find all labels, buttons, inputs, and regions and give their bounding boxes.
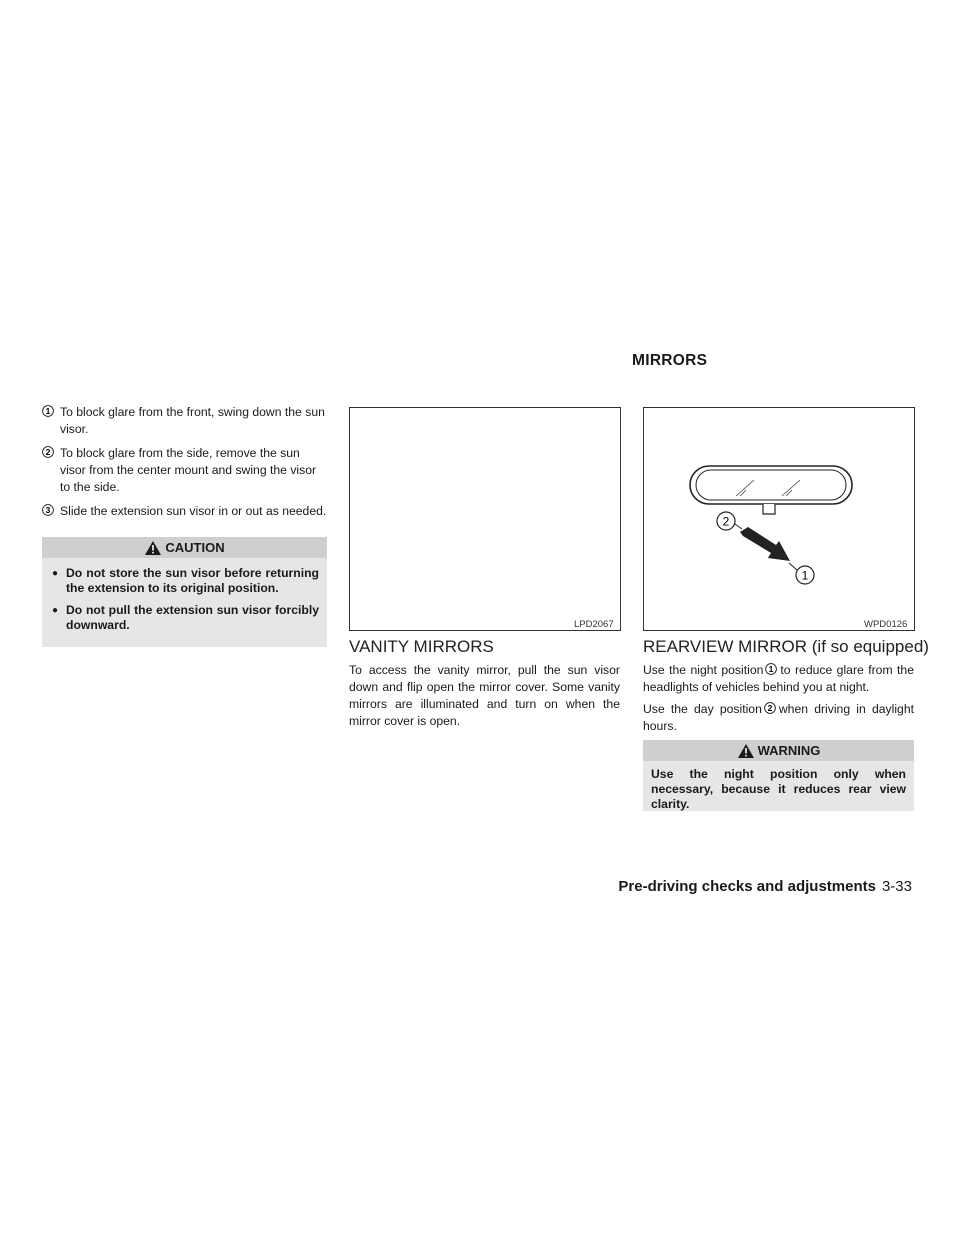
circled-number-icon — [42, 446, 54, 458]
figure-code: LPD2067 — [574, 619, 614, 630]
circled-number-icon — [42, 405, 54, 417]
circled-number-icon — [765, 663, 777, 675]
warning-triangle-icon — [737, 743, 755, 759]
caution-header — [42, 537, 327, 558]
step-text: To block glare from the front, swing down the sun visor. — [60, 405, 325, 436]
step-2 — [42, 445, 328, 496]
figure-code: WPD0126 — [864, 619, 908, 630]
warning-triangle-icon — [144, 540, 162, 556]
rearview-paragraph-2 — [643, 701, 914, 735]
rearview-mirror-illustration — [644, 408, 914, 630]
callout-1: 1 — [801, 568, 809, 583]
callout-2: 2 — [722, 514, 730, 529]
step-text: To block glare from the side, remove the sun visor from the center mount and swing the visor to the side. — [60, 446, 317, 494]
rearview-text: to reduce glare from the headlights of vehicles behind you at night. — [643, 663, 914, 694]
vanity-mirror-figure — [349, 407, 621, 631]
circled-number-icon — [764, 702, 776, 714]
rearview-heading: REARVIEW MIRROR (if so equipped) — [643, 637, 929, 656]
step-number: 1 — [45, 406, 51, 416]
caution-body — [42, 558, 327, 647]
caution-item: ● Do not store the sun visor before returning the extension to its original position. — [50, 566, 319, 596]
step-3 — [42, 503, 328, 520]
rearview-text: when driving in daylight hours. — [643, 702, 914, 733]
caution-title: CAUTION — [165, 540, 225, 555]
warning-body: Use the night position only when necessary, because it reduces rear view clarity. — [643, 761, 914, 811]
chapter-title: Pre-driving checks and adjustments — [618, 878, 876, 895]
caution-item: ● Do not pull the extension sun visor forcibly downward. — [50, 603, 319, 633]
inline-number: 2 — [767, 703, 773, 713]
step-number: 2 — [45, 447, 51, 457]
warning-header — [643, 740, 914, 761]
rearview-text: Use the day position — [643, 702, 762, 716]
step-text: Slide the extension sun visor in or out as needed. — [60, 504, 327, 518]
vanity-heading: VANITY MIRRORS — [349, 637, 494, 656]
page-footer — [618, 878, 912, 895]
section-title: MIRRORS — [632, 352, 708, 369]
rearview-text: Use the night position — [643, 663, 764, 677]
page-number: 3-33 — [881, 878, 912, 895]
rearview-mirror-figure — [643, 407, 915, 631]
step-number: 3 — [45, 505, 51, 515]
inline-number: 1 — [769, 664, 774, 674]
circled-number-icon — [42, 504, 54, 516]
rearview-paragraph-1 — [643, 662, 914, 696]
vanity-text: To access the vanity mirror, pull the sun visor down and flip open the mirror cover. Some vanity mirrors are illuminated and turn on when the mirror cover is open. — [349, 663, 620, 728]
warning-title: WARNING — [757, 743, 821, 758]
step-1 — [42, 404, 328, 438]
